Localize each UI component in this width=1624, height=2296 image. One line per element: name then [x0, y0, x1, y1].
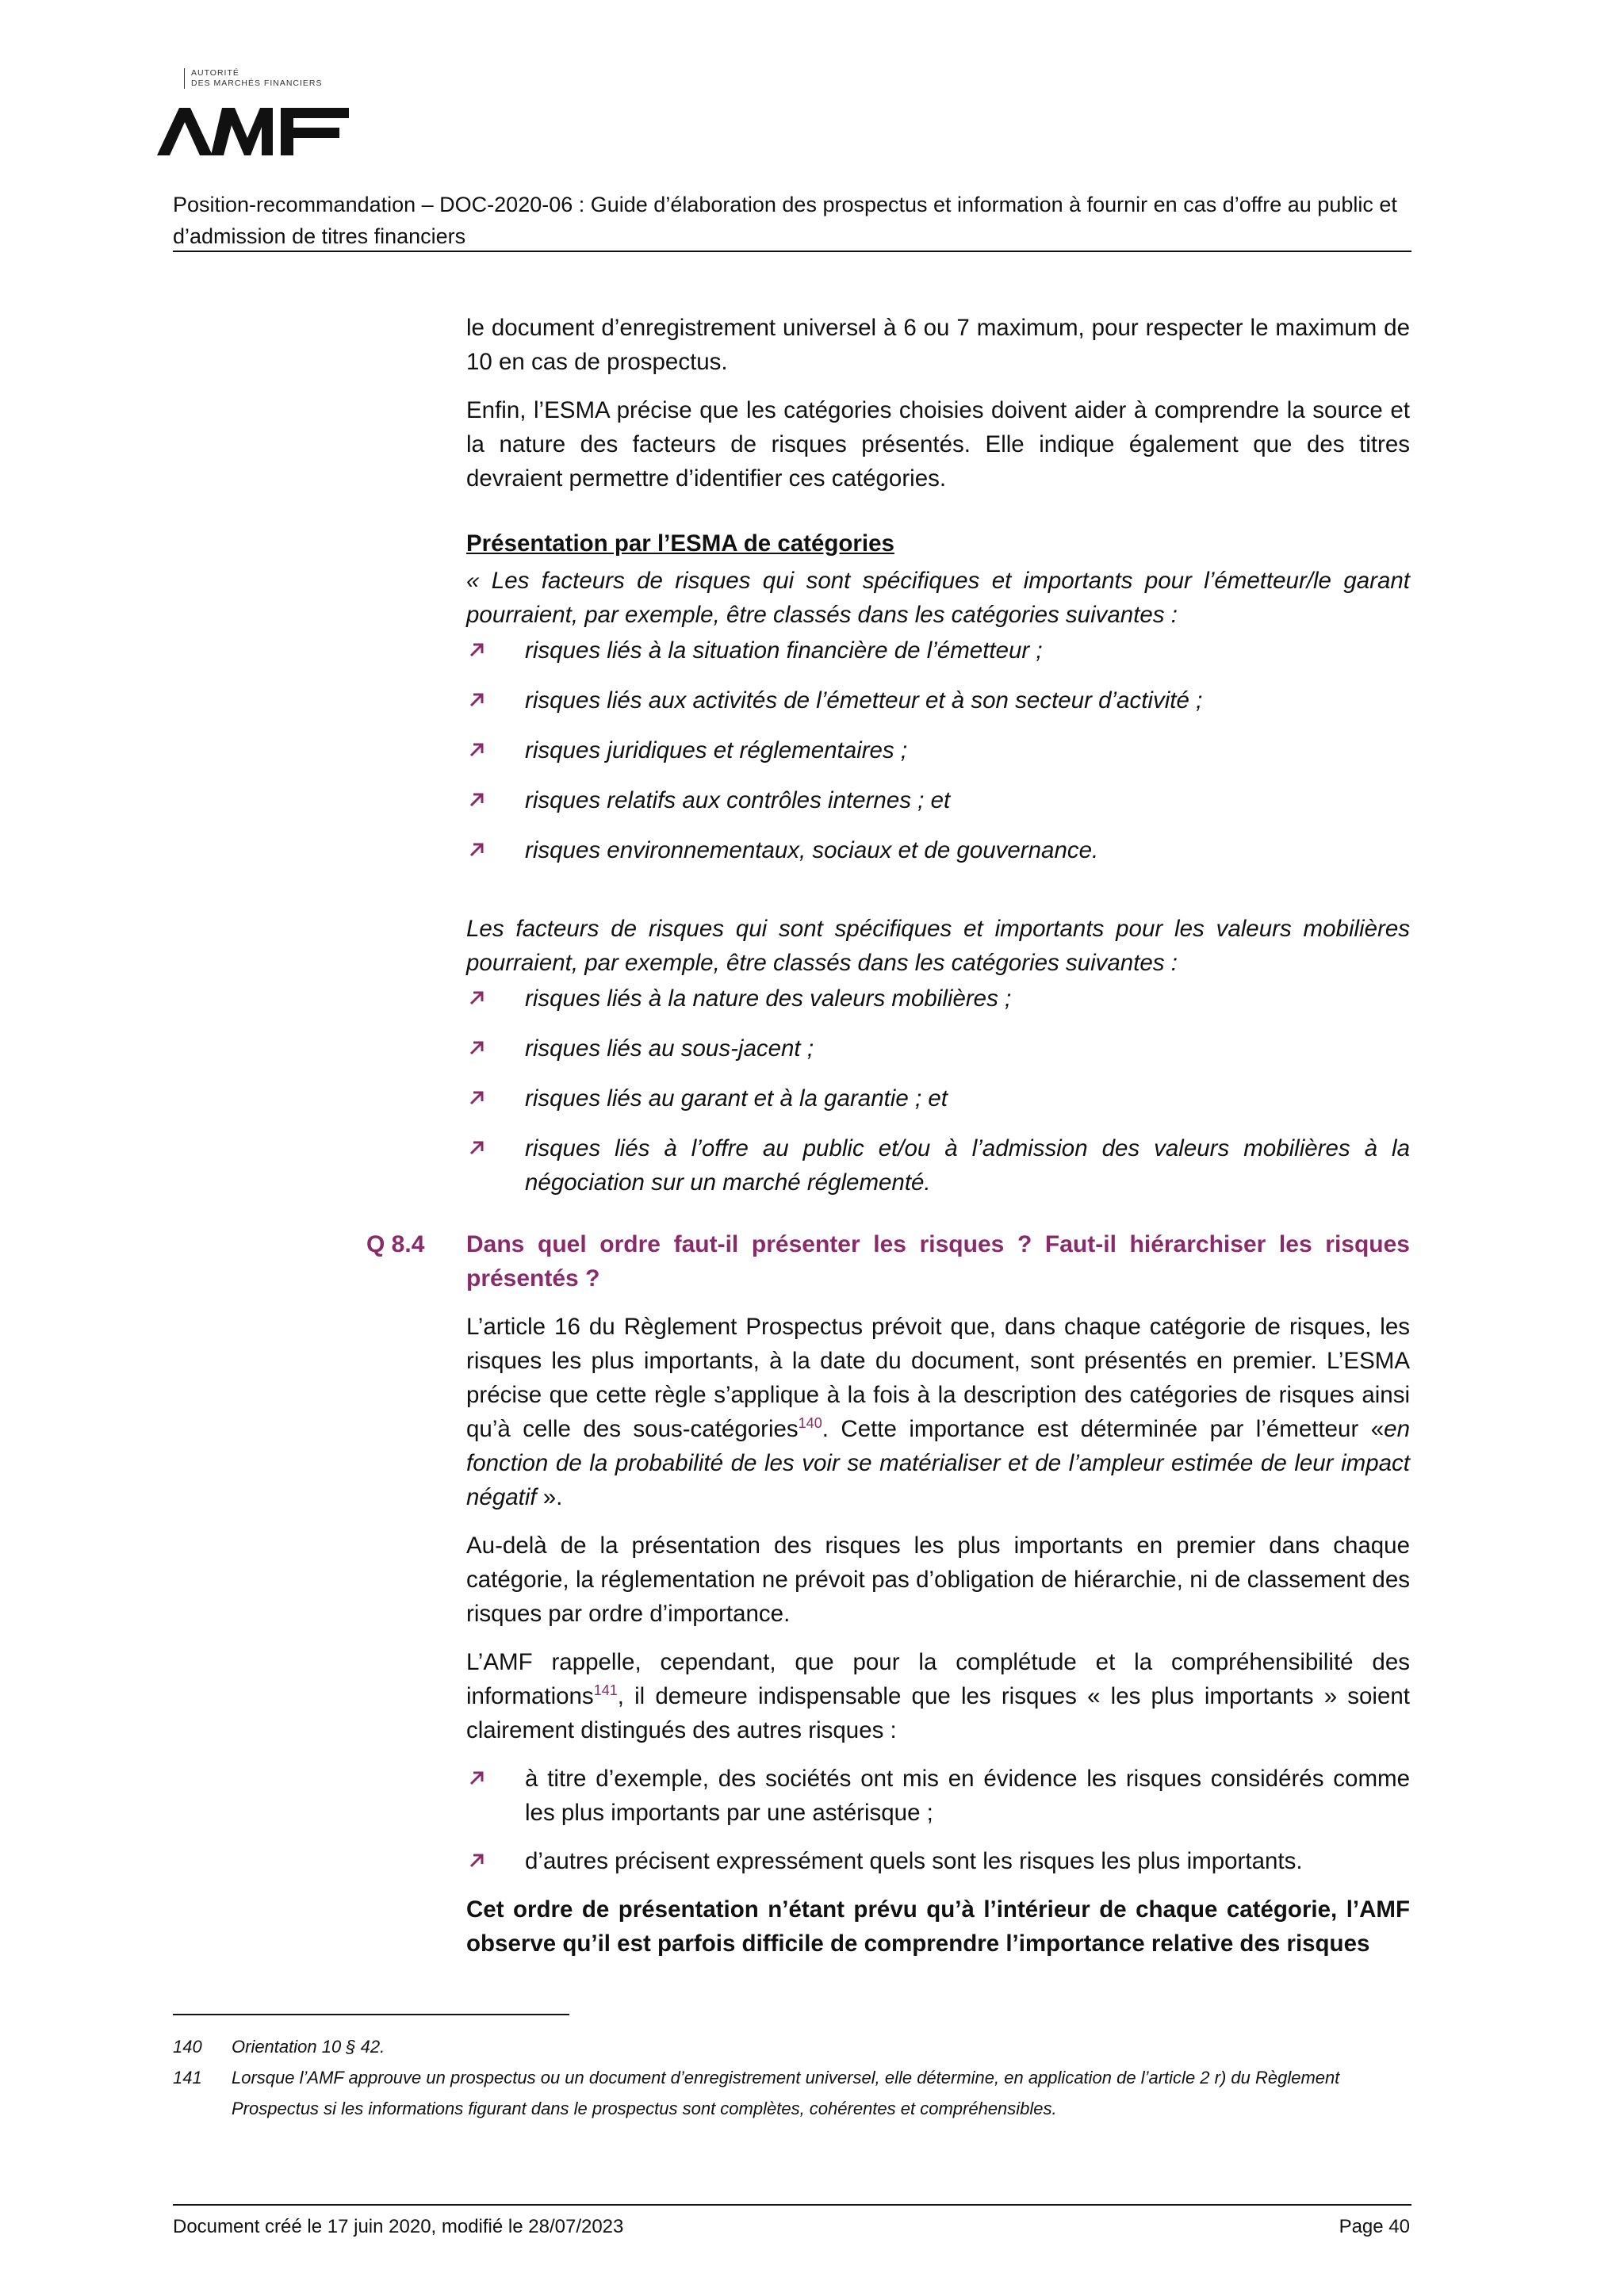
- list-item-text: risques liés au sous-jacent ;: [525, 1035, 814, 1062]
- list-item: [466, 633, 1410, 668]
- list-item: [466, 982, 1410, 1016]
- logo-top-line: AUTORITÉ: [191, 68, 239, 78]
- list-item: [466, 1031, 1410, 1066]
- paragraph-hierarchy: Au-delà de la présentation des risques les plus importants en premier dans chaque catégorie, la réglementation ne prévoit pas d’obligation de hiérarchie, ni de classement des risques par ordre d’importance.: [466, 1533, 1410, 1627]
- footnote-text: Lorsque l’AMF approuve un prospectus ou un document d’enregistrement universel, elle détermine, en application de l’article 2 r) du Règlement Prospectus si les informations figurant dans le prospectus sont complètes, cohérentes et compréhensibles.: [232, 2068, 1340, 2118]
- arrow-bullet-icon: [466, 982, 490, 1013]
- arrow-bullet-icon: [466, 1762, 490, 1793]
- body-section-securities: [466, 912, 1410, 1200]
- list-item: [466, 733, 1410, 767]
- arrow-bullet-icon: [466, 733, 490, 765]
- arrow-bullet-icon: [466, 633, 490, 665]
- footnote-140: [173, 2031, 1410, 2062]
- list-item-text: d’autres précisent expressément quels sont les risques les plus importants.: [525, 1848, 1303, 1874]
- p3-text-a: L’article 16 du Règlement Prospectus prévoit que, dans chaque catégorie de risques, les risques les plus importants, à la date du document, sont présentés en premier. L’ESMA précise que cette règle s’applique à la fois à la description des catégories de risques ainsi qu’à celle des sous-catégories: [466, 1314, 1410, 1442]
- list-item: [466, 833, 1410, 867]
- footnote-number: 141: [173, 2068, 202, 2087]
- paragraph-order-observation: Cet ordre de présentation n’étant prévu qu’à l’intérieur de chaque catégorie, l’AMF observe qu’il est parfois difficile de comprendre l’importance relative des risques: [466, 1896, 1410, 1957]
- amf-wordmark-icon: [155, 106, 354, 157]
- list-securities-risks: [466, 982, 1410, 1200]
- question-title: Dans quel ordre faut-il présenter les risques ? Faut-il hiérarchiser les risques présentés ?: [466, 1231, 1410, 1292]
- arrow-bullet-icon: [466, 1031, 490, 1063]
- paragraph-amf-reminder: [466, 1645, 1410, 1747]
- p3-quote: en fonction de la probabilité de les voir se matérialiser et de l’ampleur estimée de leur impact négatif: [466, 1416, 1410, 1510]
- arrow-bullet-icon: [466, 1081, 490, 1113]
- p3-text-b: . Cette importance est déterminée par l’émetteur «: [822, 1416, 1385, 1442]
- list-item-text: risques liés au garant et à la garantie ; et: [525, 1085, 948, 1112]
- footnote-ref-140[interactable]: 140: [798, 1415, 822, 1432]
- footnote-141: [173, 2062, 1410, 2124]
- list-item: [466, 1762, 1410, 1830]
- footer-document-date: Document créé le 17 juin 2020, modifié le 28/07/2023: [173, 2216, 624, 2237]
- paragraph-article-16: [466, 1310, 1410, 1514]
- header-divider: [173, 251, 1411, 252]
- arrow-bullet-icon: [466, 683, 490, 715]
- paragraph-1: le document d’enregistrement universel à 6 ou 7 maximum, pour respecter le maximum de 10 en cas de prospectus.: [466, 315, 1410, 375]
- body-section-esma: [466, 526, 1410, 867]
- question-number: Q 8.4: [366, 1231, 425, 1257]
- p3-text-c: ».: [536, 1484, 563, 1510]
- quote-2-intro: Les facteurs de risques qui sont spécifiques et importants pour les valeurs mobilières pourraient, par exemple, être classés dans les catégories suivantes :: [466, 916, 1410, 976]
- arrow-bullet-icon: [466, 833, 490, 865]
- list-item: [466, 1081, 1410, 1115]
- footer-divider: [173, 2204, 1411, 2206]
- list-item-text: risques relatifs aux contrôles internes ; et: [525, 787, 951, 813]
- footnotes: [173, 2031, 1410, 2124]
- list-item-text: risques liés à la situation financière de l’émetteur ;: [525, 637, 1043, 664]
- list-item: [466, 783, 1410, 817]
- body-section-1: [466, 311, 1410, 510]
- footer-page-number: Page 40: [1339, 2216, 1410, 2237]
- document-header-title: Position-recommandation – DOC-2020-06 : Guide d’élaboration des prospectus et information à fournir en cas d’offre au public et d’admission de titres financiers: [173, 193, 1397, 248]
- paragraph-2: Enfin, l’ESMA précise que les catégories choisies doivent aider à comprendre la source et la nature des facteurs de risques présentés. Elle indique également que des titres devraient permettre d’identifier ces catégories.: [466, 397, 1410, 492]
- list-item-text: à titre d’exemple, des sociétés ont mis en évidence les risques considérés comme les plus importants par une astérisque ;: [525, 1766, 1410, 1826]
- list-item: [466, 1844, 1410, 1878]
- arrow-bullet-icon: [466, 1844, 490, 1876]
- list-examples: [466, 1762, 1410, 1878]
- amf-logo: [155, 65, 362, 160]
- logo-subtitle: [184, 68, 323, 89]
- list-item-text: risques environnementaux, sociaux et de gouvernance.: [525, 837, 1099, 863]
- quote-1-intro: « Les facteurs de risques qui sont spécifiques et importants pour l’émetteur/le garant pourraient, par exemple, être classés dans les catégories suivantes :: [466, 568, 1410, 628]
- footnote-text: Orientation 10 § 42.: [232, 2037, 385, 2057]
- list-item-text: risques liés aux activités de l’émetteur et à son secteur d’activité ;: [525, 687, 1203, 714]
- p5-text-a: L’AMF rappelle, cependant, que pour la complétude et la compréhensibilité des informations: [466, 1649, 1410, 1709]
- subheading-esma-categories: Présentation par l’ESMA de catégories: [466, 530, 894, 557]
- p5-text-b: , il demeure indispensable que les risques « les plus importants » soient clairement distingués des autres risques :: [466, 1683, 1410, 1743]
- list-item-text: risques liés à la nature des valeurs mobilières ;: [525, 985, 1012, 1012]
- footnote-number: 140: [173, 2037, 202, 2057]
- logo-bottom-line: DES MARCHÉS FINANCIERS: [191, 78, 323, 88]
- arrow-bullet-icon: [466, 783, 490, 815]
- list-item-text: risques liés à l’offre au public et/ou à l’admission des valeurs mobilières à la négociation sur un marché réglementé.: [525, 1135, 1410, 1196]
- arrow-bullet-icon: [466, 1131, 490, 1163]
- footnote-ref-141[interactable]: 141: [593, 1682, 618, 1699]
- body-section-q84: [466, 1227, 1410, 1975]
- list-item: [466, 1131, 1410, 1200]
- list-issuer-risks: [466, 633, 1410, 867]
- footnote-divider: [173, 2014, 569, 2015]
- list-item: [466, 683, 1410, 718]
- list-item-text: risques juridiques et réglementaires ;: [525, 737, 908, 763]
